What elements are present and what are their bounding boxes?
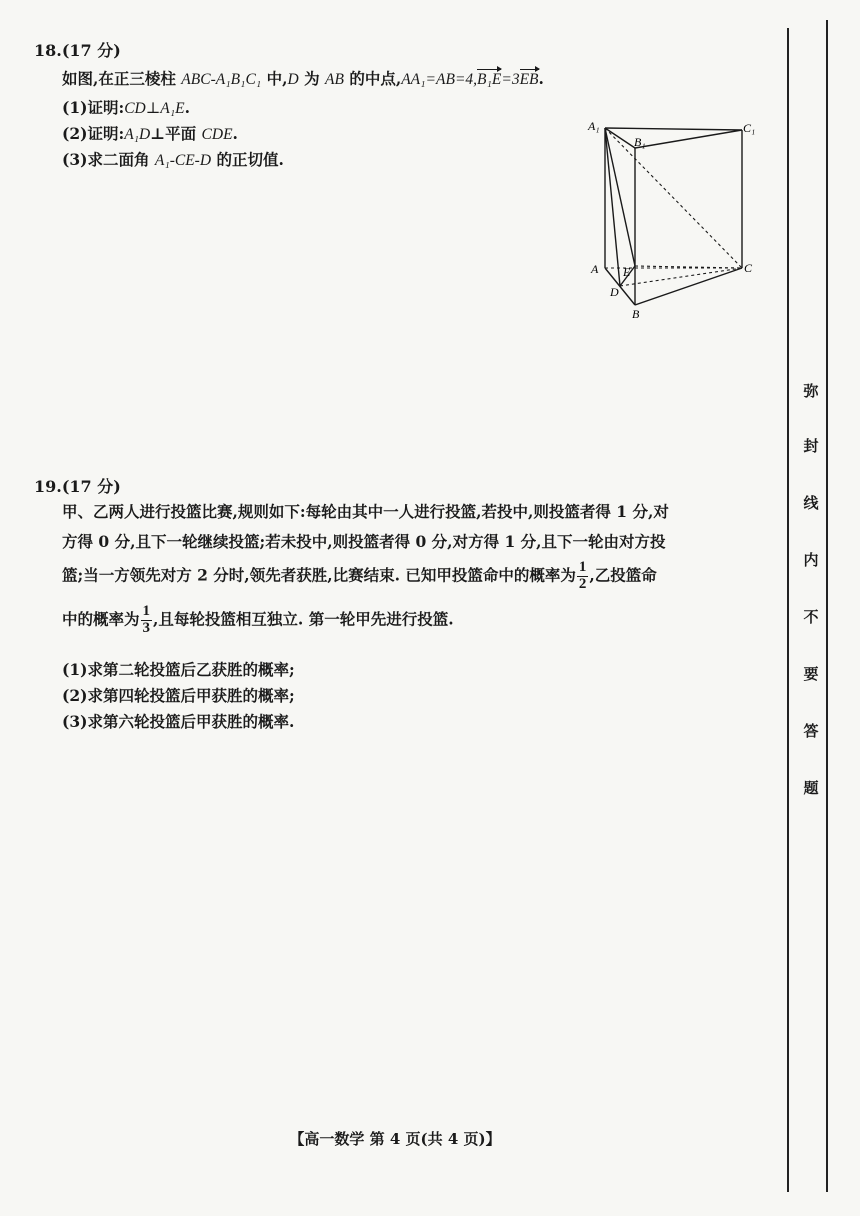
q18-part-2-mid: ⊥平面 xyxy=(150,124,202,143)
edge-a1-b1 xyxy=(605,128,635,148)
q18-equality: AA₁=AB=4, xyxy=(401,71,478,88)
seal-line-outer xyxy=(826,20,828,1192)
q18-prism-name: ABC-A₁B₁C₁ xyxy=(181,71,262,88)
q18-number xyxy=(34,38,121,61)
prism-figure xyxy=(580,118,760,323)
margin-char-2: 封 xyxy=(803,437,819,455)
edge-d-c-hidden xyxy=(620,268,742,286)
edge-a1-c1 xyxy=(605,128,742,130)
q19-line-2: 方得 0 分,且下一轮继续投篮;若未投中,则投篮者得 0 分,对方得 1 分,且下一轮由对方投 xyxy=(62,532,666,551)
q19-line-4-suffix: ,且每轮投篮相互独立. 第一轮甲先进行投篮. xyxy=(153,609,454,629)
edge-b-c xyxy=(635,268,742,305)
fraction-one-third-num: 1 xyxy=(142,603,151,619)
q18-part-3-tail: 的正切值. xyxy=(211,150,284,169)
q18-part-2-label: (2)证明: xyxy=(62,124,125,143)
edge-a1-d xyxy=(605,128,620,286)
label-b1: B₁ xyxy=(634,135,646,149)
label-c: C xyxy=(744,261,753,275)
q18-part-3 xyxy=(62,148,284,170)
q18-part-2 xyxy=(62,122,238,144)
q18-part-3-math: A₁-CE-D xyxy=(154,152,212,169)
q19-part-2: (2)求第四轮投篮后甲获胜的概率; xyxy=(62,686,295,705)
fraction-one-third-den: 3 xyxy=(142,619,151,636)
fraction-one-half xyxy=(577,560,589,593)
label-d: D xyxy=(610,285,619,299)
q19-line-4 xyxy=(62,604,454,637)
label-a1: A₁ xyxy=(588,119,600,133)
q18-part-2-tail: . xyxy=(232,124,238,143)
q18-stem-prefix: 如图,在正三棱柱 xyxy=(62,69,182,88)
q18-part-1-label: (1)证明: xyxy=(62,98,125,117)
q19-score: (17 分) xyxy=(61,477,121,496)
q19-line-3-prefix: 篮;当一方领先对方 2 分时,领先者获胜,比赛结束. 已知甲投篮命中的概率为 xyxy=(62,565,576,585)
edge-a1-e xyxy=(605,128,635,266)
fraction-one-third xyxy=(141,604,153,637)
q18-vector-eq: =3 xyxy=(501,71,520,88)
q18-stem-end: . xyxy=(538,69,544,88)
q18-stem-midpoint: 的中点, xyxy=(343,69,402,88)
label-b: B xyxy=(632,307,640,321)
q18-segment-ab: AB xyxy=(324,71,344,88)
label-e: E xyxy=(623,265,631,279)
q19-line-3-suffix: ,乙投篮命 xyxy=(589,565,657,585)
edge-b1-c1 xyxy=(635,130,742,148)
q18-number-text: 18. xyxy=(34,41,62,60)
q18-part-1-math: CD⊥A₁E xyxy=(124,100,185,117)
q18-part-2-math: A₁D xyxy=(124,126,151,143)
margin-char-3: 线 xyxy=(803,494,819,512)
q18-part-1-tail: . xyxy=(184,98,191,117)
q19-line-4-prefix: 中的概率为 xyxy=(62,609,140,629)
q18-score: (17 分) xyxy=(61,41,121,60)
margin-char-4: 内 xyxy=(803,551,819,569)
q19-line-3 xyxy=(62,560,657,593)
q19-part-3: (3)求第六轮投篮后甲获胜的概率. xyxy=(62,712,295,731)
q19-number xyxy=(34,474,121,497)
q19-line-1: 甲、乙两人进行投篮比赛,规则如下:每轮由其中一人进行投篮,若投中,则投篮者得 1 分,对 xyxy=(62,502,669,521)
margin-char-7: 答 xyxy=(803,722,819,740)
q19-number-text: 19. xyxy=(34,477,62,496)
margin-char-5: 不 xyxy=(803,608,819,626)
q19-part-1: (1)求第二轮投篮后乙获胜的概率; xyxy=(62,660,295,679)
fraction-one-half-num: 1 xyxy=(578,559,587,575)
edge-e-c-hidden xyxy=(635,266,742,268)
margin-char-6: 要 xyxy=(803,665,819,683)
q18-vector-eb: EB xyxy=(519,71,539,88)
q18-part-1 xyxy=(62,96,190,118)
fraction-one-half-den: 2 xyxy=(578,575,587,592)
label-a: A xyxy=(591,262,599,276)
q18-point-d: D xyxy=(287,71,299,88)
q18-vector-b1e: B₁E xyxy=(477,71,502,88)
q18-part-2-math2: CDE xyxy=(201,126,233,143)
margin-char-1: 弥 xyxy=(803,382,819,400)
q18-stem-is: 为 xyxy=(298,69,325,88)
margin-char-8: 题 xyxy=(803,779,819,797)
q18-part-3-label: (3)求二面角 xyxy=(62,150,155,169)
q18-stem xyxy=(62,67,544,89)
label-c1: C₁ xyxy=(743,121,756,135)
page-footer: 【高一数学 第 4 页(共 4 页)】 xyxy=(289,1130,501,1148)
seal-line-inner xyxy=(787,28,789,1192)
q18-stem-middle: 中, xyxy=(261,69,288,88)
edge-a1-c-hidden xyxy=(605,128,742,268)
